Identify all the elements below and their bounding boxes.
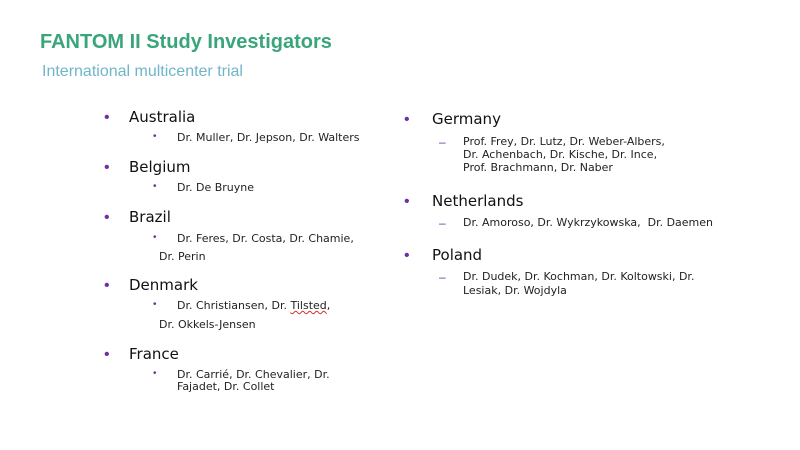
dash-icon: –: [439, 270, 446, 284]
investigators-france-line1: Dr. Carrié, Dr. Chevalier, Dr.: [177, 368, 330, 381]
bullet-icon: •: [104, 159, 110, 176]
dash-icon: –: [439, 216, 446, 230]
dash-icon: –: [439, 135, 446, 149]
investigators-denmark-line1: [177, 299, 330, 312]
country-australia: Australia: [129, 108, 196, 126]
investigators-germany-line2: Dr. Achenbach, Dr. Kische, Dr. Ince,: [463, 148, 658, 161]
bullet-icon: •: [153, 181, 157, 192]
country-netherlands: Netherlands: [432, 192, 524, 210]
country-denmark: Denmark: [129, 276, 198, 294]
bullet-icon: •: [153, 232, 157, 243]
investigators-france-line2: Fajadet, Dr. Collet: [177, 380, 275, 393]
country-poland: Poland: [432, 246, 483, 264]
bullet-icon: •: [104, 277, 110, 294]
investigator-text: Dr. Christiansen, Dr.: [177, 299, 291, 312]
page-title: FANTOM II Study Investigators: [40, 31, 332, 53]
investigator-text: ,: [326, 299, 331, 312]
investigators-brazil-line2: Dr. Perin: [159, 250, 206, 263]
investigators-netherlands: Dr. Amoroso, Dr. Wykrzykowska, Dr. Daemen: [463, 216, 714, 229]
investigators-germany-line3: Prof. Brachmann, Dr. Naber: [463, 161, 613, 174]
bullet-icon: •: [404, 247, 410, 264]
investigators-poland-line1: Dr. Dudek, Dr. Kochman, Dr. Koltowski, Dr.: [463, 270, 695, 283]
country-brazil: Brazil: [129, 208, 171, 226]
bullet-icon: •: [153, 368, 157, 379]
bullet-icon: •: [104, 209, 110, 226]
bullet-icon: •: [404, 111, 410, 128]
bullet-icon: •: [104, 346, 110, 363]
country-belgium: Belgium: [129, 158, 191, 176]
country-germany: Germany: [432, 110, 501, 128]
investigators-belgium: Dr. De Bruyne: [177, 181, 254, 194]
investigators-germany-line1: Prof. Frey, Dr. Lutz, Dr. Weber-Albers,: [463, 135, 665, 148]
bullet-icon: •: [404, 193, 410, 210]
country-france: France: [129, 345, 179, 363]
investigators-denmark-line2: Dr. Okkels-Jensen: [159, 318, 256, 331]
investigators-australia: Dr. Muller, Dr. Jepson, Dr. Walters: [177, 131, 360, 144]
spellcheck-word: Tilsted: [290, 299, 327, 312]
investigators-poland-line2: Lesiak, Dr. Wojdyla: [463, 284, 567, 297]
page-subtitle: International multicenter trial: [42, 63, 243, 80]
investigators-brazil-line1: Dr. Feres, Dr. Costa, Dr. Chamie,: [177, 232, 354, 245]
bullet-icon: •: [153, 299, 157, 310]
bullet-icon: •: [153, 131, 157, 142]
bullet-icon: •: [104, 109, 110, 126]
